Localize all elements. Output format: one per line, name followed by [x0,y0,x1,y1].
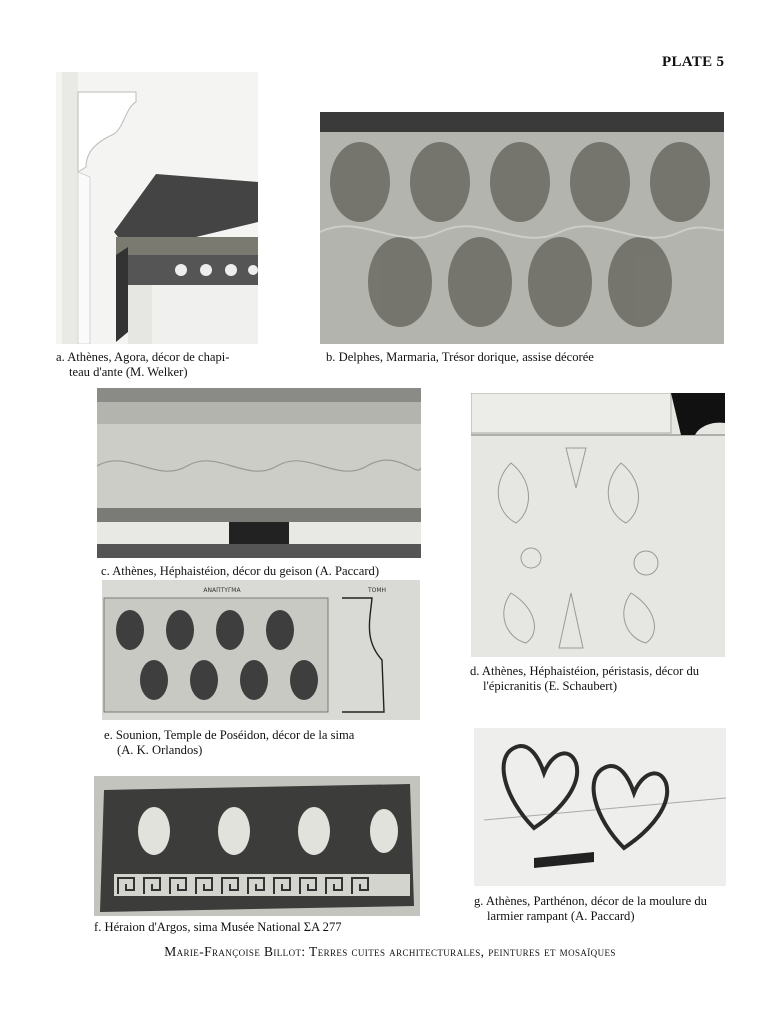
caption-e-line2: (A. K. Orlandos) [117,743,203,757]
caption-d-line2: l'épicranitis (E. Schaubert) [483,679,618,693]
caption-b [326,350,726,365]
figure-c-photo [97,388,421,558]
figure-f-photo [94,776,420,916]
caption-g-line1: g. Athènes, Parthénon, décor de la moulure du [474,894,707,908]
caption-f-line1: f. Héraion d'Argos, sima Musée National ΣΑ 277 [94,920,342,934]
delphi-frieze-photo [320,112,724,344]
caption-f [94,920,434,935]
label-anaptygma: ΑΝΑΠΤΥΓΜΑ [203,587,241,594]
epicranitis-drawing [471,393,725,657]
figure-e-drawing [102,580,420,720]
caption-e [104,728,424,758]
argos-sima-photo [94,776,420,916]
caption-d-line1: d. Athènes, Héphaistéion, péristasis, décor du [470,664,700,678]
figure-b-photo [320,112,724,344]
sima-drawing [102,580,420,720]
figure-a-photo [56,72,258,344]
caption-a [56,350,276,380]
caption-b-line1: b. Delphes, Marmaria, Trésor dorique, assise décorée [326,350,594,364]
figure-d-photo [471,393,725,657]
caption-g-line2: larmier rampant (A. Paccard) [487,909,635,923]
caption-c [101,564,431,579]
caption-g [474,894,744,924]
caption-c-line1: c. Athènes, Héphaistéion, décor du geison (A. Paccard) [101,564,380,578]
caption-e-line1: e. Sounion, Temple de Poséidon, décor de la sima [104,728,355,742]
figure-g-photo [474,728,726,886]
page-footer: Marie-Françoise Billot: Terres cuites architecturales, peintures et mosaïques [164,944,616,959]
caption-d [470,664,740,694]
plate-number: PLATE 5 [662,54,725,70]
anta-capital-drawing [56,72,258,344]
caption-a-line2: teau d'ante (M. Welker) [69,365,188,379]
geison-photo [97,388,421,558]
label-tomi: ΤΟΜΗ [367,587,387,594]
caption-a-line1: a. Athènes, Agora, décor de chapi- [56,350,230,364]
parthenon-moulding-photo [474,728,726,886]
